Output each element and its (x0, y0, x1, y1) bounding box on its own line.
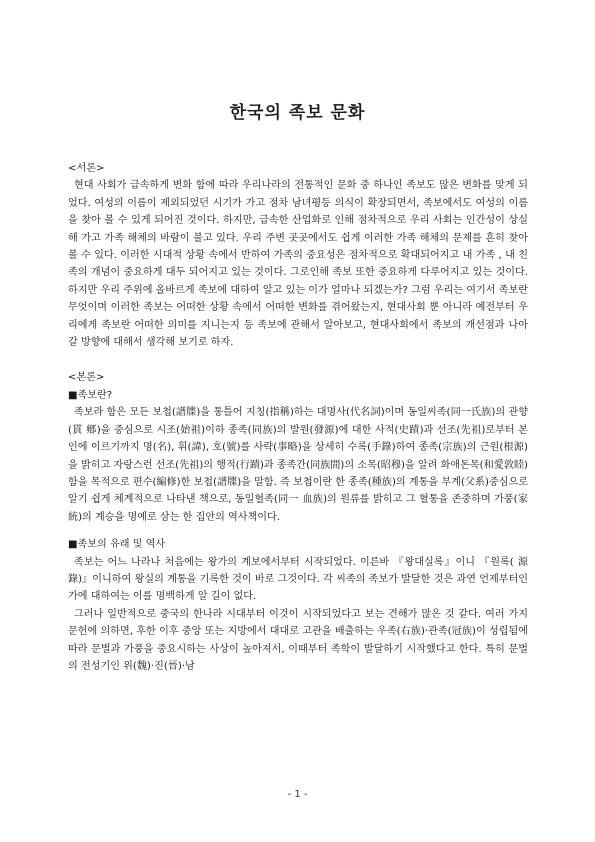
spacer (68, 526, 528, 536)
section1-paragraph: 족보라 함은 모든 보첩(譜牒)을 통틀어 지칭(指稱)하는 대명사(代名詞)이며 동일씨족(同一氏族)의 관향(貫 鄕)을 중심으로 시조(始祖)이하 종족(同族)의 발원(發源)에 대한 사적(史蹟)과 선조(先祖)로부터 본인에 이르기까지 명(名), 휘(諱), 호(號)를 사략(事略)을 상세히 수록(手錄)하여 종족(宗族)의 근원(根源)을 밝히고 자랑스런 선조(先祖)의 행적(行蹟)과 종족간(同族間)의 소목(昭穆)을 알려 화애돈목(和愛敦睦)함을 목적으로 편수(編修)한 보첩(譜牒)을 말함. 즉 보첩이란 한 종족(種族)의 계통을 부계(父系)중심으로 알기 쉽게 체계적으로 나타낸 책으로, 동일혈족(同一 血族)의 원류를 밝히고 그 혈통을 존중하며 가풍(家統)의 계승을 명예로 삼는 한 집안의 역사책이다. (68, 407, 528, 523)
section-heading-what-is-jokbo: ■족보란? (68, 389, 113, 401)
section2-paragraph-1: 족보는 어느 나라나 처음에는 왕가의 계보에서부터 시작되었다. 이른바 『왕대실록』이니 『원록( 源錄)』이니하여 왕실의 계통을 기록한 것이 바로 그것이다. 각 씨족의 족보가 발달한 것은 과연 언제부터인가에 대하여는 이를 명백하게 알 길이 없다. (68, 556, 528, 603)
section-heading-origin-history: ■족보의 유래 및 역사 (68, 539, 166, 551)
page-number: - 1 - (287, 789, 308, 800)
intro-heading: <서론> (68, 163, 105, 174)
document-title: 한국의 족보 문화 (229, 103, 366, 123)
document-body (68, 160, 528, 675)
spacer (68, 351, 528, 369)
body-heading: <본론> (68, 372, 105, 384)
section2-paragraph-2: 그러나 일반적으로 중국의 한나라 시대부터 이것이 시작되었다고 보는 견해가 많은 것 같다. 여러 가지 문헌에 의하면, 후한 이후 중앙 또는 지방에서 대대로 고관을 배출하는 우족(右族)·관족(冠族)이 성립됨에 따라 문벌과 가풍을 중요시하는 사상이 높아져서, 이때부터 족학이 발달하기 시작했다고 한다. 특히 문벌의 전성기인 위(魏)·진(晉)·남 (68, 608, 528, 672)
intro-paragraph: 현대 사회가 급속하게 변화 함에 따라 우리나라의 전통적인 문화 중 하나인 족보도 많은 변화를 맞게 되었다. 여성의 이름이 제외되었던 시기가 가고 점차 남녀평등 의식이 확장되면서, 족보에서도 여성의 이름을 찾아 볼 수 있게 되어진 것이다. 하지만, 급속한 산업화로 인해 점차적으로 우리 사회는 인간성이 상실해 가고 가족 해체의 바람이 불고 있다. 우리 주변 곳곳에서도 쉽게 이러한 가족 해체의 문제를 흔히 찾아 볼 수 있다. 이러한 시대적 상황 속에서 반하여 가족의 중요성은 점차적으로 확대되어지고 내 가족 , 내 친족의 개념이 중요하게 대두 되어지고 있는 것이다. 그로인해 족보 또한 중요하게 다루어지고 있는 것이다. 하지만 우리 주위에 올바르게 족보에 대하여 알고 있는 이가 얼마나 되겠는가? 그럼 우리는 여기서 족보란 무엇이며 이러한 족보는 어떠한 상황 속에서 어떠한 변화를 겪어왔는지, 현대사회 뿐 아니라 예전부터 우리에게 족보란 어떠한 의미를 지니는지 등 족보에 관해서 알아보고, 현대사회에서 족보의 개선점과 나아갈 방향에 대해서 생각해 보기로 하자. (68, 180, 528, 349)
